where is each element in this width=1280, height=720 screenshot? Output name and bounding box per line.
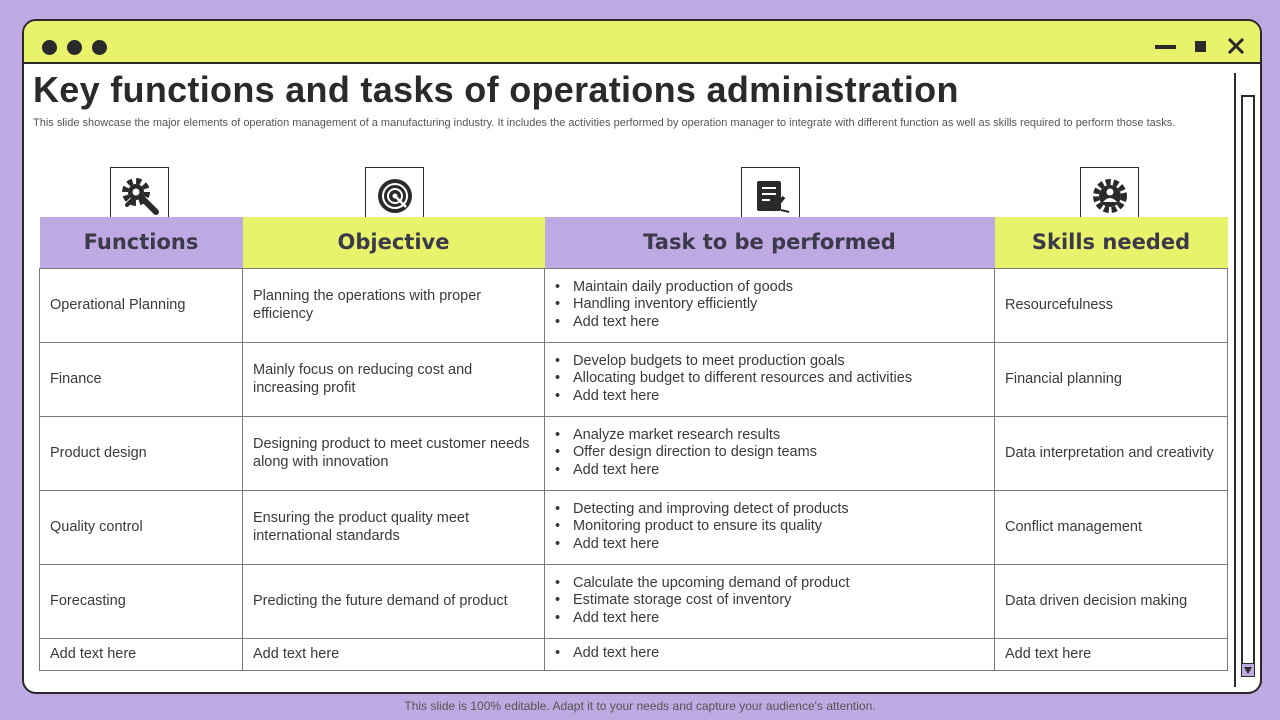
- task-item: • Develop budgets to meet production goals: [555, 353, 984, 371]
- task-item: • Maintain daily production of goods: [555, 279, 984, 297]
- skill-cell[interactable]: Financial planning: [995, 342, 1228, 416]
- function-cell[interactable]: Quality control: [40, 490, 243, 564]
- task-item: • Monitoring product to ensure its quality: [555, 518, 984, 536]
- table-row: [40, 564, 1228, 638]
- skills-icon-box: [1080, 167, 1139, 224]
- slide-footer: This slide is 100% editable. Adapt it to your needs and capture your audience's attention.: [404, 699, 876, 713]
- skill-cell[interactable]: Conflict management: [995, 490, 1228, 564]
- task-cell[interactable]: [545, 268, 995, 342]
- objective-cell[interactable]: Planning the operations with proper efficiency: [243, 268, 545, 342]
- scroll-down-arrow-icon[interactable]: [1241, 663, 1255, 677]
- skill-cell[interactable]: Add text here: [995, 638, 1228, 670]
- task-item: • Allocating budget to different resources and activities: [555, 370, 984, 388]
- page-subtitle: This slide showcase the major elements of operation management of a manufacturing industry. It includes the activities performed by operation manager to integrate with different function as well as skills required to perform those tasks.: [33, 117, 1176, 129]
- scroll-track[interactable]: [1241, 95, 1255, 675]
- table-row: [40, 342, 1228, 416]
- function-cell[interactable]: Product design: [40, 416, 243, 490]
- task-item: • Add text here: [555, 645, 984, 663]
- header-functions: Functions: [40, 217, 243, 268]
- target-icon: [375, 176, 415, 216]
- window-dot-2[interactable]: [67, 40, 82, 55]
- skill-cell[interactable]: Data driven decision making: [995, 564, 1228, 638]
- task-item: • Offer design direction to design teams: [555, 444, 984, 462]
- slide-window: [22, 19, 1262, 694]
- objective-cell[interactable]: Add text here: [243, 638, 545, 670]
- functions-icon-box: [110, 167, 169, 224]
- task-icon-box: [741, 167, 800, 224]
- function-cell[interactable]: Finance: [40, 342, 243, 416]
- task-item: • Add text here: [555, 388, 984, 406]
- table-row: [40, 638, 1228, 670]
- table-row: [40, 416, 1228, 490]
- task-cell[interactable]: [545, 416, 995, 490]
- window-titlebar: [24, 21, 1260, 64]
- task-cell[interactable]: [545, 638, 995, 670]
- task-checklist-icon: [751, 176, 791, 216]
- header-skills: Skills needed: [995, 217, 1228, 268]
- window-dot-1[interactable]: [42, 40, 57, 55]
- tools-gear-icon: [119, 175, 161, 217]
- task-item: • Analyze market research results: [555, 427, 984, 445]
- close-icon[interactable]: [1225, 35, 1247, 57]
- functions-table: [39, 217, 1228, 671]
- skill-cell[interactable]: Data interpretation and creativity: [995, 416, 1228, 490]
- task-item: • Estimate storage cost of inventory: [555, 592, 984, 610]
- minimize-icon[interactable]: [1155, 45, 1176, 49]
- maximize-icon[interactable]: [1195, 41, 1206, 52]
- task-item: • Calculate the upcoming demand of product: [555, 575, 984, 593]
- objective-cell[interactable]: Ensuring the product quality meet international standards: [243, 490, 545, 564]
- task-item: • Handling inventory efficiently: [555, 296, 984, 314]
- user-gear-icon: [1090, 176, 1130, 216]
- task-item: • Add text here: [555, 610, 984, 628]
- header-objective: Objective: [243, 217, 545, 268]
- task-item: • Add text here: [555, 462, 984, 480]
- header-task: Task to be performed: [545, 217, 995, 268]
- objective-cell[interactable]: Designing product to meet customer needs along with innovation: [243, 416, 545, 490]
- vertical-scrollbar[interactable]: [1234, 73, 1254, 687]
- task-cell[interactable]: [545, 564, 995, 638]
- function-cell[interactable]: Operational Planning: [40, 268, 243, 342]
- objective-cell[interactable]: Predicting the future demand of product: [243, 564, 545, 638]
- task-cell[interactable]: [545, 342, 995, 416]
- table-row: [40, 268, 1228, 342]
- task-item: • Add text here: [555, 536, 984, 554]
- task-cell[interactable]: [545, 490, 995, 564]
- function-cell[interactable]: Add text here: [40, 638, 243, 670]
- skill-cell[interactable]: Resourcefulness: [995, 268, 1228, 342]
- task-item: • Detecting and improving detect of products: [555, 501, 984, 519]
- table-row: [40, 490, 1228, 564]
- objective-cell[interactable]: Mainly focus on reducing cost and increasing profit: [243, 342, 545, 416]
- objective-icon-box: [365, 167, 424, 224]
- function-cell[interactable]: Forecasting: [40, 564, 243, 638]
- task-item: • Add text here: [555, 314, 984, 332]
- table-header-row: [40, 217, 1228, 268]
- page-title: Key functions and tasks of operations administration: [33, 69, 959, 110]
- window-dot-3[interactable]: [92, 40, 107, 55]
